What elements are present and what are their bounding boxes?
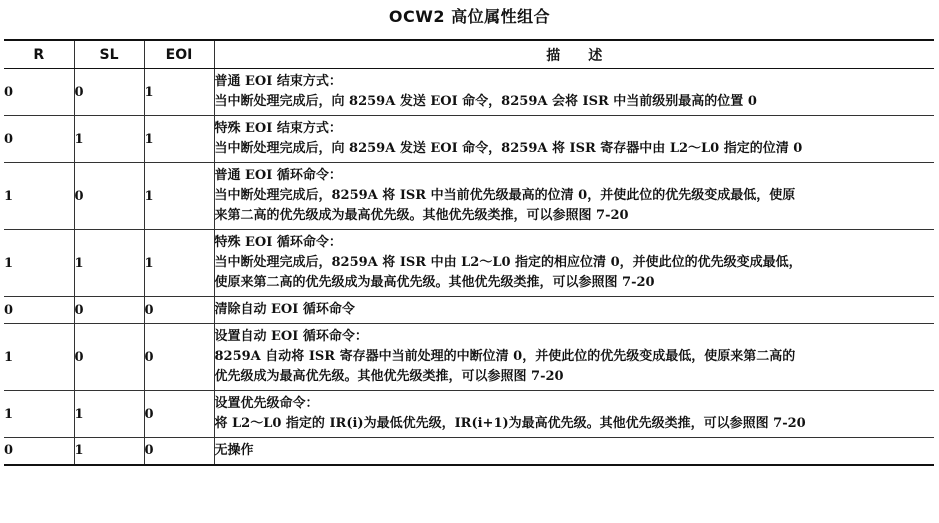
description-line: 当中断处理完成后，向 8259A 发送 EOI 命令，8259A 会将 ISR 中当前级别最高的位置 0 bbox=[214, 94, 757, 109]
cell-sl: 0 bbox=[74, 297, 144, 324]
cell-r: 0 bbox=[4, 297, 74, 324]
header-eoi: EOI bbox=[144, 40, 214, 69]
cell-sl: 1 bbox=[74, 116, 144, 163]
table-body bbox=[4, 69, 934, 465]
cell-eoi: 1 bbox=[144, 230, 214, 297]
description-heading: 设置自动 EOI 循环命令： bbox=[214, 329, 368, 344]
cell-eoi: 0 bbox=[144, 324, 214, 391]
table-row bbox=[4, 438, 934, 465]
cell-description bbox=[214, 163, 934, 230]
table-row bbox=[4, 116, 934, 163]
header-r: R bbox=[4, 40, 74, 69]
description-line: 将 L2～L0 指定的 IR(i)为最低优先级，IR(i+1)为最高优先级。其他优先级类推，可以参照图 7-20 bbox=[214, 416, 806, 431]
description-line: 当中断处理完成后，向 8259A 发送 EOI 命令，8259A 将 ISR 寄存器中由 L2～L0 指定的位清 0 bbox=[214, 141, 803, 156]
cell-sl: 1 bbox=[74, 391, 144, 438]
cell-description bbox=[214, 324, 934, 391]
table-row bbox=[4, 324, 934, 391]
description-line: 使原来第二高的优先级成为最高优先级。其他优先级类推，可以参照图 7-20 bbox=[214, 275, 655, 290]
description-line: 优先级成为最高优先级。其他优先级类推，可以参照图 7-20 bbox=[214, 369, 564, 384]
cell-description bbox=[214, 69, 934, 116]
header-description: 描 述 bbox=[214, 40, 934, 69]
description-line: 当中断处理完成后，8259A 将 ISR 中当前优先级最高的位清 0，并使此位的优先级变成最低，使原 bbox=[214, 188, 796, 203]
cell-r: 1 bbox=[4, 230, 74, 297]
description-heading: 普通 EOI 结束方式： bbox=[214, 74, 342, 89]
ocw2-table bbox=[4, 39, 934, 466]
cell-r: 0 bbox=[4, 438, 74, 465]
cell-description bbox=[214, 297, 934, 324]
table-row bbox=[4, 69, 934, 116]
cell-sl: 1 bbox=[74, 230, 144, 297]
description-heading: 普通 EOI 循环命令： bbox=[214, 168, 342, 183]
description-heading: 清除自动 EOI 循环命令 bbox=[214, 302, 355, 317]
cell-description bbox=[214, 230, 934, 297]
header-row bbox=[4, 40, 934, 69]
cell-eoi: 1 bbox=[144, 116, 214, 163]
cell-sl: 1 bbox=[74, 438, 144, 465]
table-title: OCW2 高位属性组合 bbox=[388, 7, 551, 26]
cell-r: 1 bbox=[4, 163, 74, 230]
table-row bbox=[4, 391, 934, 438]
table-row bbox=[4, 163, 934, 230]
cell-description bbox=[214, 116, 934, 163]
cell-description bbox=[214, 438, 934, 465]
description-heading: 特殊 EOI 结束方式： bbox=[214, 121, 342, 136]
table-row bbox=[4, 297, 934, 324]
table-row bbox=[4, 230, 934, 297]
cell-description bbox=[214, 391, 934, 438]
description-line: 来第二高的优先级成为最高优先级。其他优先级类推，可以参照图 7-20 bbox=[214, 208, 629, 223]
description-heading: 特殊 EOI 循环命令： bbox=[214, 235, 342, 250]
header-sl: SL bbox=[74, 40, 144, 69]
cell-r: 0 bbox=[4, 116, 74, 163]
cell-eoi: 1 bbox=[144, 69, 214, 116]
cell-sl: 0 bbox=[74, 324, 144, 391]
description-line: 当中断处理完成后，8259A 将 ISR 中由 L2～L0 指定的相应位清 0，并使此位的优先级变成最低， bbox=[214, 255, 802, 270]
cell-r: 1 bbox=[4, 324, 74, 391]
description-heading: 无操作 bbox=[214, 442, 254, 458]
cell-eoi: 0 bbox=[144, 438, 214, 465]
cell-eoi: 0 bbox=[144, 391, 214, 438]
cell-r: 1 bbox=[4, 391, 74, 438]
cell-sl: 0 bbox=[74, 69, 144, 116]
description-heading: 设置优先级命令： bbox=[214, 396, 319, 411]
cell-eoi: 0 bbox=[144, 297, 214, 324]
description-line: 8259A 自动将 ISR 寄存器中当前处理的中断位清 0，并使此位的优先级变成最低，使原来第二高的 bbox=[214, 349, 796, 364]
cell-eoi: 1 bbox=[144, 163, 214, 230]
cell-sl: 0 bbox=[74, 163, 144, 230]
cell-r: 0 bbox=[4, 69, 74, 116]
